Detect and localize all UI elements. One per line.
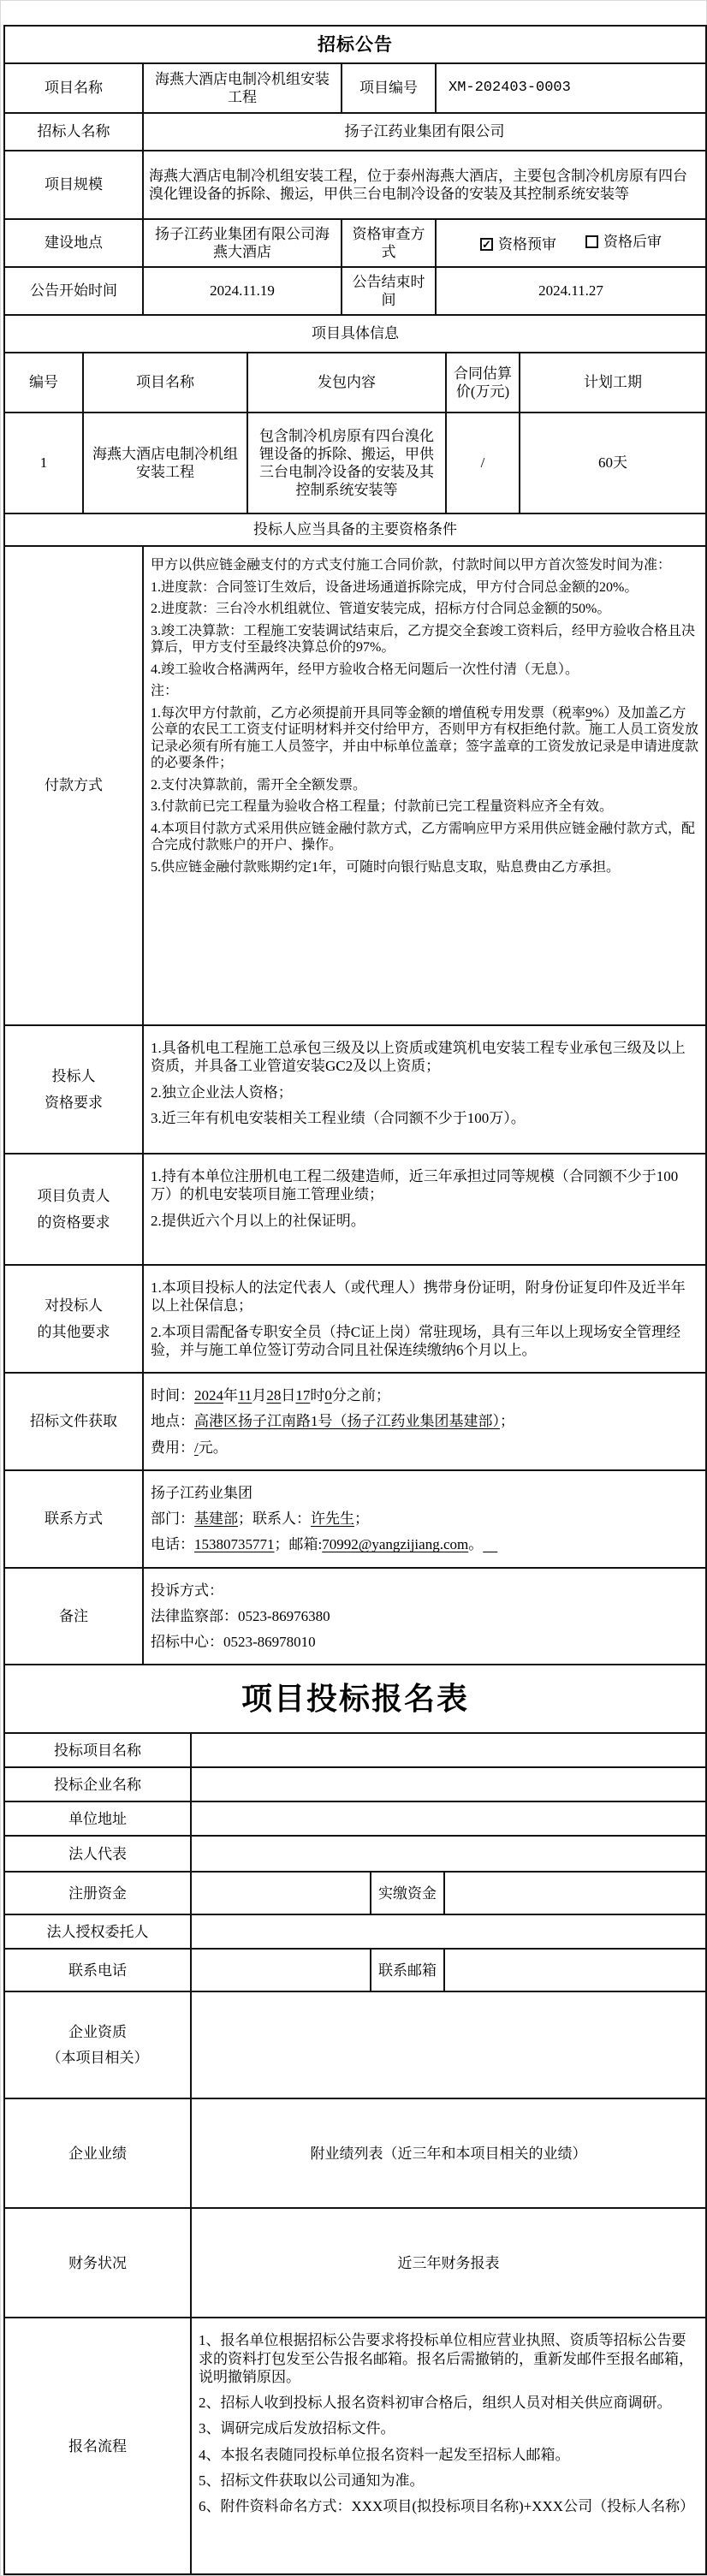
checkbox-checked-icon: ✓ xyxy=(480,238,493,251)
form-email-input xyxy=(444,1949,706,1991)
cell-no: 1 xyxy=(4,413,83,513)
form-address-label: 单位地址 xyxy=(4,1801,191,1836)
details-table xyxy=(3,352,707,547)
col-header-no: 编号 xyxy=(4,353,83,413)
project-scale-value: 海燕大酒店电制冷机组安装工程，位于泰州海燕大酒店，主要包含制冷机房原有四台溴化锂设备的拆除、搬运，甲供三台电制冷设备的安装及其控制系统安装等 xyxy=(143,151,706,219)
bidder-qualification-content: 1.具备机电工程施工总承包三级及以上资质或建筑机电安装工程专业承包三级及以上资质，并具备工业管道安装GC2及以上资质； 2.独立企业法人资格； 3.近三年有机电安装相关工程业绩（合同额不少于100万）。 xyxy=(143,1025,706,1154)
form-project-name-input xyxy=(191,1733,706,1767)
form-company-name-label: 投标企业名称 xyxy=(4,1767,191,1801)
prequalification-label: 资格预审 xyxy=(498,235,556,252)
form-process-label: 报名流程 xyxy=(4,2318,191,2574)
announce-end-value: 2024.11.27 xyxy=(436,267,706,315)
form-company-name-input xyxy=(191,1767,706,1801)
form-row-phone xyxy=(4,1949,706,1991)
details-section-title: 项目具体信息 xyxy=(4,315,706,353)
other-requirements-row xyxy=(4,1265,706,1373)
document-acquisition-row xyxy=(4,1373,706,1470)
bidder-qualification-row xyxy=(4,1025,706,1154)
location-value: 扬子江药业集团有限公司海燕大酒店 xyxy=(143,219,342,267)
form-paid-capital-label: 实缴资金 xyxy=(371,1872,444,1914)
location-label: 建设地点 xyxy=(4,219,143,267)
form-row-company-name xyxy=(4,1767,706,1801)
form-process-content: 1、报名单位根据招标公告要求将投标单位相应营业执照、资质等招标公告要求的资料打包发至公告报名邮箱。报名后需撤销的，重新发邮件至报名邮箱，说明撤销原因。 2、招标人收到投标人报名资料初审合格后，组织人员对相关供应商调研。 3、调研完成后发放招标文件。 4、本报名表随同投标单位报名资料一起发至招标人邮箱。 5、招标文件获取以公司通知为准。 6、附件资料命名方式：XXX项目(拟投标项目名称)+XXX公司（投标人名称） xyxy=(191,2318,706,2574)
contact-row xyxy=(4,1470,706,1568)
announcement-table xyxy=(3,25,707,353)
form-row-performance xyxy=(4,2098,706,2208)
remark-content: 投诉方式： 法律监察部：0523-86976380 招标中心：0523-86978010 xyxy=(143,1568,706,1665)
form-finance-value: 近三年财务报表 xyxy=(191,2208,706,2318)
contact-label: 联系方式 xyxy=(4,1470,143,1568)
project-name-label: 项目名称 xyxy=(4,63,143,113)
project-no-value: XM-202403-0003 xyxy=(436,63,706,113)
form-legal-rep-label: 法人代表 xyxy=(4,1836,191,1872)
qualification-method-label: 资格审查方式 xyxy=(342,219,436,267)
form-authorized-agent-label: 法人授权委托人 xyxy=(4,1914,191,1949)
other-requirements-label: 对投标人 的其他要求 xyxy=(4,1265,143,1373)
qualification-method-value xyxy=(436,219,706,267)
form-row-process xyxy=(4,2318,706,2574)
cell-duration: 60天 xyxy=(520,413,706,513)
prequalification-option[interactable] xyxy=(480,235,556,253)
form-address-input xyxy=(191,1801,706,1836)
col-header-content: 发包内容 xyxy=(247,353,446,413)
details-header-row xyxy=(4,353,706,413)
registration-form-title: 项目投标报名表 xyxy=(4,1665,706,1733)
form-phone-label: 联系电话 xyxy=(4,1949,191,1991)
project-scale-label: 项目规模 xyxy=(4,151,143,219)
cell-content: 包含制冷机房原有四台溴化锂设备的拆除、搬运，甲供三台电制冷设备的安装及其控制系统安装等 xyxy=(247,413,446,513)
pm-qualification-row xyxy=(4,1154,706,1265)
registration-form-table xyxy=(3,1664,707,2575)
payment-row xyxy=(4,546,706,1025)
col-header-project-name: 项目名称 xyxy=(83,353,247,413)
postqualification-option[interactable] xyxy=(585,233,662,251)
document-acquisition-content: 时间：2024年11月28日17时0分之前； 地点：高港区扬子江南路1号（扬子江药业集团基建部）； 费用：/元。 xyxy=(143,1373,706,1470)
form-legal-rep-input xyxy=(191,1836,706,1872)
cell-estimate: / xyxy=(446,413,520,513)
postqualification-label: 资格后审 xyxy=(603,233,662,250)
form-phone-input xyxy=(191,1949,371,1991)
contact-content: 扬子江药业集团 部门：基建部；联系人：许先生； 电话：15380735771；邮箱:70992@yangzijiang.com。 xyxy=(143,1470,706,1568)
form-row-legal-rep xyxy=(4,1836,706,1872)
form-row-agent xyxy=(4,1914,706,1949)
qualification-section-title: 投标人应当具备的主要资格条件 xyxy=(4,513,706,546)
form-registered-capital-label: 注册资金 xyxy=(4,1872,191,1914)
requirements-table xyxy=(3,545,707,1665)
form-qualification-input xyxy=(191,1991,706,2098)
other-requirements-content: 1.本项目投标人的法定代表人（或代理人）携带身份证明，附身份证复印件及近半年以上社保信息； 2.本项目需配备专职安全员（持C证上岗）常驻现场，具有三年以上现场安全管理经验，并与施工单位签订劳动合同且社保连续缴纳6个月以上。 xyxy=(143,1265,706,1373)
pm-qualification-content: 1.持有本单位注册机电工程二级建造师，近三年承担过同等规模（合同额不少于100万）的机电安装项目施工管理业绩； 2.提供近六个月以上的社保证明。 xyxy=(143,1154,706,1265)
announcement-title: 招标公告 xyxy=(4,26,706,63)
form-performance-label: 企业业绩 xyxy=(4,2098,191,2208)
project-name-value: 海燕大酒店电制冷机组安装工程 xyxy=(143,63,342,113)
project-no-label: 项目编号 xyxy=(342,63,436,113)
pm-qualification-label: 项目负责人 的资格要求 xyxy=(4,1154,143,1265)
details-data-row xyxy=(4,413,706,513)
document-acquisition-label: 招标文件获取 xyxy=(4,1373,143,1470)
form-row-address xyxy=(4,1801,706,1836)
form-paid-capital-input xyxy=(444,1872,706,1914)
tenderer-label: 招标人名称 xyxy=(4,113,143,151)
bidder-qualification-label: 投标人 资格要求 xyxy=(4,1025,143,1154)
checkbox-unchecked-icon xyxy=(585,235,598,248)
form-project-name-label: 投标项目名称 xyxy=(4,1733,191,1767)
announce-start-value: 2024.11.19 xyxy=(143,267,342,315)
tenderer-value: 扬子江药业集团有限公司 xyxy=(143,113,706,151)
announce-end-label: 公告结束时间 xyxy=(342,267,436,315)
form-row-finance xyxy=(4,2208,706,2318)
payment-content: 甲方以供应链金融支付的方式支付施工合同价款，付款时间以甲方首次签发时间为准： 1.进度款：合同签订生效后，设备进场通道拆除完成，甲方付合同总金额的20%。 2.进度款：三台冷水机组就位、管道安装完成，招标方付合同总金额的50%。 3.竣工决算款：工程施工安装调试结束后，乙方提交全套竣工资料后，经甲方验收合格且决算后，甲方支付至最终决算总价的97%。 4.竣工验收合格满两年，经甲方验收合格无问题后一次性付清（无息）。 注： 1.每次甲方付款前，乙方必须提前开具同等金额的增值税专用发票（税率9%）及加盖乙方公章的农民工工资支付证明材料并交付给甲方，否则甲方有权拒绝付款。施工人员工资发放记录必须有所有施工人员签字，并由中标单位盖章；签字盖章的工资发放记录是申请进度款的必要条件； 2.支付决算款前，需开全全额发票。 3.付款前已完工程量为验收合格工程量；付款前已完工程量资料应齐全有效。 4.本项目付款方式采用供应链金融付款方式，乙方需响应甲方采用供应链金融付款方式，配合完成付款账户的开户、操作。 5.供应链金融付款账期约定1年，可随时向银行贴息支取，贴息费由乙方承担。 xyxy=(143,546,706,1025)
form-registered-capital-input xyxy=(191,1872,371,1914)
form-qualification-label: 企业资质 （本项目相关） xyxy=(4,1991,191,2098)
announce-start-label: 公告开始时间 xyxy=(4,267,143,315)
form-finance-label: 财务状况 xyxy=(4,2208,191,2318)
remark-row xyxy=(4,1568,706,1665)
col-header-duration: 计划工期 xyxy=(520,353,706,413)
payment-label: 付款方式 xyxy=(4,546,143,1025)
form-performance-value: 附业绩列表（近三年和本项目相关的业绩） xyxy=(191,2098,706,2208)
col-header-estimate: 合同估算价(万元) xyxy=(446,353,520,413)
form-row-qualification xyxy=(4,1991,706,2098)
form-email-label: 联系邮箱 xyxy=(371,1949,444,1991)
form-authorized-agent-input xyxy=(191,1914,706,1949)
form-row-project-name xyxy=(4,1733,706,1767)
form-row-capital xyxy=(4,1872,706,1914)
cell-project-name: 海燕大酒店电制冷机组安装工程 xyxy=(83,413,247,513)
remark-label: 备注 xyxy=(4,1568,143,1665)
